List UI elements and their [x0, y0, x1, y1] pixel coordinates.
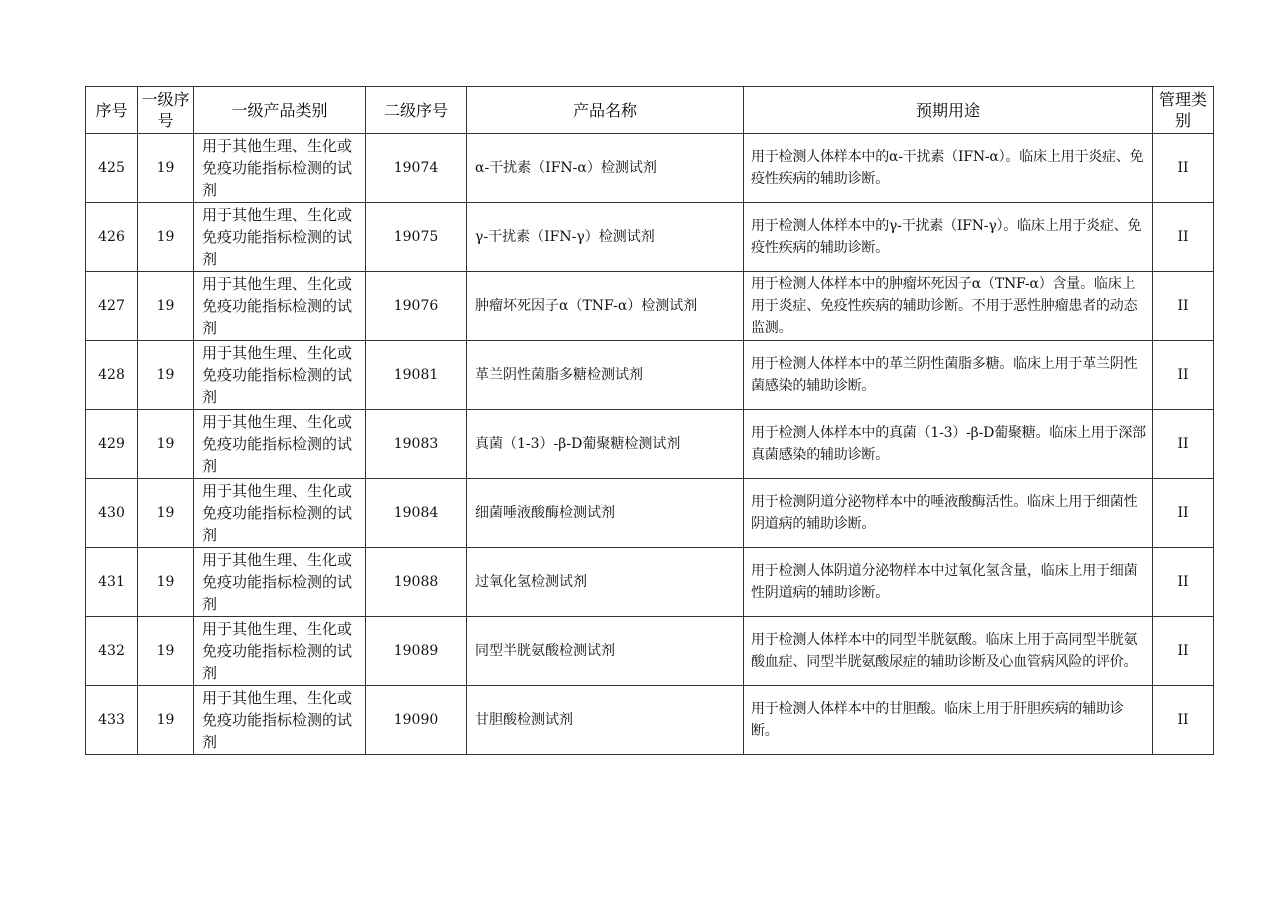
cell-intended-use: 用于检测人体样本中的α-干扰素（IFN-α）。临床上用于炎症、免疫性疾病的辅助诊断。	[744, 134, 1153, 203]
cell-management-class: II	[1153, 272, 1214, 341]
header-level1-category: 一级产品类别	[194, 87, 366, 134]
cell-level1-seq: 19	[138, 479, 194, 548]
table-row	[86, 548, 1214, 617]
cell-product-name: 甘胆酸检测试剂	[467, 686, 744, 755]
cell-seq: 432	[86, 617, 138, 686]
header-level1-seq: 一级序号	[138, 87, 194, 134]
cell-level2-seq: 19076	[366, 272, 467, 341]
table-header	[86, 87, 1214, 134]
cell-seq: 430	[86, 479, 138, 548]
table-row	[86, 686, 1214, 755]
cell-management-class: II	[1153, 548, 1214, 617]
cell-seq: 426	[86, 203, 138, 272]
cell-intended-use: 用于检测人体样本中的真菌（1-3）-β-D葡聚糖。临床上用于深部真菌感染的辅助诊断。	[744, 410, 1153, 479]
cell-category: 用于其他生理、生化或免疫功能指标检测的试剂	[194, 203, 366, 272]
header-management-class: 管理类别	[1153, 87, 1214, 134]
cell-category: 用于其他生理、生化或免疫功能指标检测的试剂	[194, 617, 366, 686]
table-row	[86, 203, 1214, 272]
cell-category: 用于其他生理、生化或免疫功能指标检测的试剂	[194, 479, 366, 548]
cell-management-class: II	[1153, 341, 1214, 410]
cell-level2-seq: 19084	[366, 479, 467, 548]
cell-level1-seq: 19	[138, 341, 194, 410]
cell-intended-use: 用于检测人体样本中的γ-干扰素（IFN-γ）。临床上用于炎症、免疫性疾病的辅助诊断。	[744, 203, 1153, 272]
cell-category: 用于其他生理、生化或免疫功能指标检测的试剂	[194, 272, 366, 341]
cell-category: 用于其他生理、生化或免疫功能指标检测的试剂	[194, 134, 366, 203]
cell-level2-seq: 19074	[366, 134, 467, 203]
cell-product-name: 革兰阴性菌脂多糖检测试剂	[467, 341, 744, 410]
table-row	[86, 272, 1214, 341]
cell-management-class: II	[1153, 134, 1214, 203]
cell-product-name: γ-干扰素（IFN-γ）检测试剂	[467, 203, 744, 272]
cell-category: 用于其他生理、生化或免疫功能指标检测的试剂	[194, 410, 366, 479]
cell-product-name: 细菌唾液酸酶检测试剂	[467, 479, 744, 548]
header-intended-use: 预期用途	[744, 87, 1153, 134]
table-row	[86, 617, 1214, 686]
cell-seq: 429	[86, 410, 138, 479]
header-row	[86, 87, 1214, 134]
header-product-name: 产品名称	[467, 87, 744, 134]
cell-seq: 428	[86, 341, 138, 410]
cell-product-name: 肿瘤坏死因子α（TNF-α）检测试剂	[467, 272, 744, 341]
cell-product-name: 同型半胱氨酸检测试剂	[467, 617, 744, 686]
header-level2-seq: 二级序号	[366, 87, 467, 134]
cell-management-class: II	[1153, 410, 1214, 479]
cell-management-class: II	[1153, 479, 1214, 548]
cell-seq: 425	[86, 134, 138, 203]
header-seq: 序号	[86, 87, 138, 134]
cell-level2-seq: 19090	[366, 686, 467, 755]
cell-seq: 431	[86, 548, 138, 617]
cell-category: 用于其他生理、生化或免疫功能指标检测的试剂	[194, 686, 366, 755]
cell-level1-seq: 19	[138, 686, 194, 755]
cell-level2-seq: 19089	[366, 617, 467, 686]
cell-level2-seq: 19075	[366, 203, 467, 272]
table-row	[86, 134, 1214, 203]
cell-category: 用于其他生理、生化或免疫功能指标检测的试剂	[194, 548, 366, 617]
cell-category: 用于其他生理、生化或免疫功能指标检测的试剂	[194, 341, 366, 410]
product-classification-table	[85, 86, 1214, 755]
cell-level1-seq: 19	[138, 548, 194, 617]
cell-level1-seq: 19	[138, 134, 194, 203]
cell-product-name: 真菌（1-3）-β-D葡聚糖检测试剂	[467, 410, 744, 479]
table-row	[86, 479, 1214, 548]
table-row	[86, 341, 1214, 410]
cell-product-name: α-干扰素（IFN-α）检测试剂	[467, 134, 744, 203]
cell-seq: 427	[86, 272, 138, 341]
cell-level2-seq: 19083	[366, 410, 467, 479]
cell-level2-seq: 19088	[366, 548, 467, 617]
cell-product-name: 过氧化氢检测试剂	[467, 548, 744, 617]
cell-intended-use: 用于检测人体样本中的革兰阴性菌脂多糖。临床上用于革兰阴性菌感染的辅助诊断。	[744, 341, 1153, 410]
table-row	[86, 410, 1214, 479]
cell-level1-seq: 19	[138, 203, 194, 272]
cell-intended-use: 用于检测人体样本中的同型半胱氨酸。临床上用于高同型半胱氨酸血症、同型半胱氨酸尿症的辅助诊断及心血管病风险的评价。	[744, 617, 1153, 686]
cell-level1-seq: 19	[138, 272, 194, 341]
cell-intended-use: 用于检测人体阴道分泌物样本中过氧化氢含量，临床上用于细菌性阴道病的辅助诊断。	[744, 548, 1153, 617]
cell-management-class: II	[1153, 617, 1214, 686]
cell-level1-seq: 19	[138, 617, 194, 686]
cell-level2-seq: 19081	[366, 341, 467, 410]
cell-intended-use: 用于检测人体样本中的甘胆酸。临床上用于肝胆疾病的辅助诊断。	[744, 686, 1153, 755]
cell-intended-use: 用于检测阴道分泌物样本中的唾液酸酶活性。临床上用于细菌性阴道病的辅助诊断。	[744, 479, 1153, 548]
cell-management-class: II	[1153, 203, 1214, 272]
table-body	[86, 134, 1214, 755]
cell-level1-seq: 19	[138, 410, 194, 479]
cell-seq: 433	[86, 686, 138, 755]
cell-intended-use: 用于检测人体样本中的肿瘤坏死因子α（TNF-α）含量。临床上用于炎症、免疫性疾病的辅助诊断。不用于恶性肿瘤患者的动态监测。	[744, 272, 1153, 341]
cell-management-class: II	[1153, 686, 1214, 755]
